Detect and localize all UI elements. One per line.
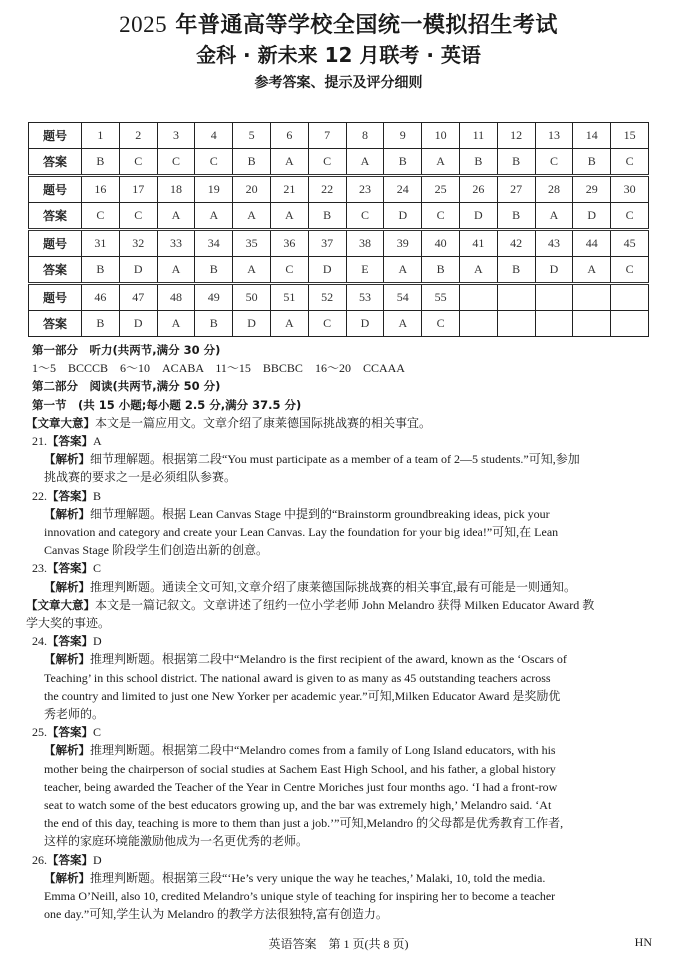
question-number-cell: 8: [346, 123, 384, 149]
document-subtitle: 金科 · 新未来 12 月联考 · 英语: [196, 43, 481, 67]
answer-cell: A: [157, 257, 195, 284]
answer-cell: D: [119, 257, 157, 284]
page-footer: 英语答案 第 1 页(共 8 页): [268, 937, 409, 951]
question-number-cell: 17: [119, 176, 157, 203]
question-number-cell: 37: [308, 230, 346, 257]
answer-cell: C: [611, 149, 649, 176]
question-22: 22.【答案】B 【解析】细节理解题。根据 Lean Canvas Stage 中提到的“Brainstorm groundbreaking ideas, pick your innovation and category and create your Lean Canvas. Lay the foundation for your big idea!”可知,在 Lean Canvas Stage 阶段学生们创造出新的创意。: [32, 488, 559, 558]
answer-cell: E: [346, 257, 384, 284]
answer-table: [28, 122, 649, 337]
answer-cell: D: [535, 257, 573, 284]
answer-cell: D: [308, 257, 346, 284]
answer-value: C: [93, 561, 102, 576]
listening-answers: 1～5 BCCCB 6～10 ACABA 11～15 BBCBC 16～20 CCAAA: [32, 361, 405, 376]
answer-cell: C: [157, 149, 195, 176]
answer-cell: A: [422, 149, 460, 176]
title-year: 2025: [119, 12, 168, 37]
question-number-cell: 28: [535, 176, 573, 203]
answer-cell: C: [611, 203, 649, 230]
answer-row: [29, 311, 649, 337]
question-number-cell: 49: [195, 284, 233, 311]
answer-cell: B: [233, 149, 271, 176]
question-number-cell: 3: [157, 123, 195, 149]
answer-value: D: [93, 634, 102, 649]
answer-cell: [497, 311, 535, 337]
answer-cell: A: [459, 257, 497, 284]
question-number-cell: 25: [422, 176, 460, 203]
answer-value: B: [93, 488, 102, 503]
question-number-cell: 33: [157, 230, 195, 257]
question-number-cell: 15: [611, 123, 649, 149]
answer-cell: A: [195, 203, 233, 230]
question-number-cell: 36: [270, 230, 308, 257]
question-number-cell: 50: [233, 284, 271, 311]
passage-summary: 【文章大意】本文是一篇记叙文。文章讲述了纽约一位小学老师 John Melandro 获得 Milken Educator Award 教 学大奖的事迹。: [26, 597, 595, 631]
question-number-cell: 40: [422, 230, 460, 257]
question-number-cell: 16: [82, 176, 120, 203]
question-number-cell: 5: [233, 123, 271, 149]
question-number-cell: 41: [459, 230, 497, 257]
question-26: 26.【答案】D 【解析】推理判断题。根据第三段“‘He’s very unique the way he teaches,’ Malaki, 10, told the media. Emma O’Neill, also 10, credited Melandro’s unique style of teaching for inspiring her to become a teacher one day.”可知,学生认为 Melandro 的教学方法很独特,富有创造力。: [32, 852, 556, 922]
question-number-cell: 2: [119, 123, 157, 149]
question-number-row: [29, 176, 649, 203]
document-body: [26, 341, 652, 924]
row-label: 答案: [29, 203, 82, 230]
answer-cell: C: [195, 149, 233, 176]
question-24: 24.【答案】D 【解析】推理判断题。根据第二段中“Melandro is the first recipient of the award, known as the ‘Oscars of Teaching’ in this school district. The national award is given to as many as 45 outstanding teachers across the country and limited to just one New Yorker per academic year.”可知,Milken Educator Award 是奖励优 秀老师的。: [32, 634, 567, 722]
answer-cell: A: [233, 203, 271, 230]
question-number-cell: 52: [308, 284, 346, 311]
answer-cell: D: [573, 203, 611, 230]
question-number-cell: 39: [384, 230, 422, 257]
question-number-cell: 20: [233, 176, 271, 203]
part1-heading: 第一部分 听力(共两节,满分 30 分): [32, 343, 221, 357]
question-number-cell: 51: [270, 284, 308, 311]
answer-cell: A: [270, 203, 308, 230]
answer-cell: B: [459, 149, 497, 176]
question-number-cell: 29: [573, 176, 611, 203]
question-number-cell: 53: [346, 284, 384, 311]
answer-cell: A: [535, 203, 573, 230]
answer-cell: [459, 311, 497, 337]
question-21: 21.【答案】A 【解析】细节理解题。根据第二段“You must participate as a member of a team of 2—5 students.”可知,参加 挑战赛的要求之一是必须组队参赛。: [32, 434, 580, 485]
answer-cell: C: [535, 149, 573, 176]
question-number-cell: 19: [195, 176, 233, 203]
answer-value: C: [93, 725, 102, 740]
answer-cell: C: [82, 203, 120, 230]
question-number-cell: 18: [157, 176, 195, 203]
question-number-cell: 48: [157, 284, 195, 311]
question-number-cell: 10: [422, 123, 460, 149]
part2-heading: 第二部分 阅读(共两节,满分 50 分): [32, 379, 221, 394]
question-number-cell: [573, 284, 611, 311]
question-number-cell: [611, 284, 649, 311]
question-number-cell: [459, 284, 497, 311]
answer-row: [29, 257, 649, 284]
answer-row: [29, 203, 649, 230]
answer-cell: B: [497, 257, 535, 284]
row-label: 题号: [29, 230, 82, 257]
answer-cell: B: [497, 203, 535, 230]
answer-value: A: [93, 434, 102, 449]
question-number-cell: 38: [346, 230, 384, 257]
answer-value: D: [93, 852, 102, 867]
question-number-cell: 44: [573, 230, 611, 257]
answer-cell: D: [119, 311, 157, 337]
region-code: HN: [634, 935, 652, 949]
answer-cell: B: [497, 149, 535, 176]
answer-cell: B: [308, 203, 346, 230]
question-number-cell: 30: [611, 176, 649, 203]
answer-cell: B: [195, 311, 233, 337]
answer-cell: B: [82, 311, 120, 337]
row-label: 答案: [29, 149, 82, 176]
answer-cell: [535, 311, 573, 337]
question-number-cell: 23: [346, 176, 384, 203]
answer-cell: D: [459, 203, 497, 230]
answer-cell: A: [233, 257, 271, 284]
answer-cell: C: [119, 149, 157, 176]
question-number-row: [29, 230, 649, 257]
title-text: 年普通高等学校全国统一模拟招生考试: [175, 13, 558, 38]
row-label: 题号: [29, 123, 82, 149]
answer-cell: C: [611, 257, 649, 284]
question-number-row: [29, 123, 649, 149]
question-number-cell: 35: [233, 230, 271, 257]
question-number-cell: 14: [573, 123, 611, 149]
question-number-cell: 54: [384, 284, 422, 311]
answer-cell: A: [157, 311, 195, 337]
row-label: 题号: [29, 176, 82, 203]
answer-cell: C: [346, 203, 384, 230]
answer-cell: A: [270, 149, 308, 176]
answer-cell: C: [308, 149, 346, 176]
row-label: 答案: [29, 311, 82, 337]
question-number-cell: 1: [82, 123, 120, 149]
question-number-cell: 21: [270, 176, 308, 203]
answer-cell: [611, 311, 649, 337]
answer-cell: A: [384, 311, 422, 337]
answer-cell: C: [308, 311, 346, 337]
question-number-cell: 47: [119, 284, 157, 311]
question-number-cell: 26: [459, 176, 497, 203]
answer-cell: C: [270, 257, 308, 284]
question-number-cell: 34: [195, 230, 233, 257]
answer-cell: B: [82, 149, 120, 176]
question-number-cell: 32: [119, 230, 157, 257]
passage-summary: 【文章大意】本文是一篇应用文。文章介绍了康莱德国际挑战赛的相关事宜。: [26, 415, 432, 430]
answer-cell: A: [157, 203, 195, 230]
question-number-cell: 43: [535, 230, 573, 257]
answer-row: [29, 149, 649, 176]
answer-cell: A: [384, 257, 422, 284]
answer-cell: A: [270, 311, 308, 337]
answer-cell: D: [233, 311, 271, 337]
answer-cell: B: [422, 257, 460, 284]
question-number-cell: 27: [497, 176, 535, 203]
answer-cell: A: [346, 149, 384, 176]
answer-cell: B: [82, 257, 120, 284]
document-title: [0, 8, 677, 39]
question-number-cell: [535, 284, 573, 311]
question-number-cell: 11: [459, 123, 497, 149]
answer-cell: C: [119, 203, 157, 230]
row-label: 题号: [29, 284, 82, 311]
question-number-cell: 12: [497, 123, 535, 149]
row-label: 答案: [29, 257, 82, 284]
question-number-cell: 6: [270, 123, 308, 149]
question-number-cell: 7: [308, 123, 346, 149]
question-number-cell: [497, 284, 535, 311]
section1-heading: 第一节 (共 15 小题;每小题 2.5 分,满分 37.5 分): [32, 397, 302, 412]
question-25: 25.【答案】C 【解析】推理判断题。根据第二段中“Melandro comes from a family of Long Island educators, with his mother being the chairperson of social studies at Sachem East High School, and his father, a global history teacher, being awarded the Teacher of the Year in Centre Moriches just four months ago. ‘I had a front-row seat to watch some of the best educators growing up, and the bar was extremely high,’ Melandro said. ‘At the end of this day, teaching is more to them than just a job.’”可知,Melandro 的父母都是优秀教育工作者, 这样的家庭环境能激励他成为一名更优秀的老师。: [32, 725, 564, 849]
answer-cell: [573, 311, 611, 337]
question-number-cell: 22: [308, 176, 346, 203]
question-number-cell: 46: [82, 284, 120, 311]
question-number-cell: 13: [535, 123, 573, 149]
question-number-cell: 4: [195, 123, 233, 149]
question-number-cell: 55: [422, 284, 460, 311]
answer-cell: C: [422, 203, 460, 230]
answer-cell: D: [384, 203, 422, 230]
question-number-cell: 42: [497, 230, 535, 257]
question-number-row: [29, 284, 649, 311]
question-number-cell: 9: [384, 123, 422, 149]
question-number-cell: 45: [611, 230, 649, 257]
question-number-cell: 31: [82, 230, 120, 257]
answer-cell: A: [573, 257, 611, 284]
answer-cell: B: [573, 149, 611, 176]
answer-cell: B: [195, 257, 233, 284]
section-title: 参考答案、提示及评分细则: [254, 75, 423, 91]
question-23: 23.【答案】C 【解析】推理判断题。通读全文可知,文章介绍了康莱德国际挑战赛的相关事宜,最有可能是一则通知。: [32, 561, 577, 594]
answer-cell: D: [346, 311, 384, 337]
answer-cell: B: [384, 149, 422, 176]
answer-cell: C: [422, 311, 460, 337]
question-number-cell: 24: [384, 176, 422, 203]
